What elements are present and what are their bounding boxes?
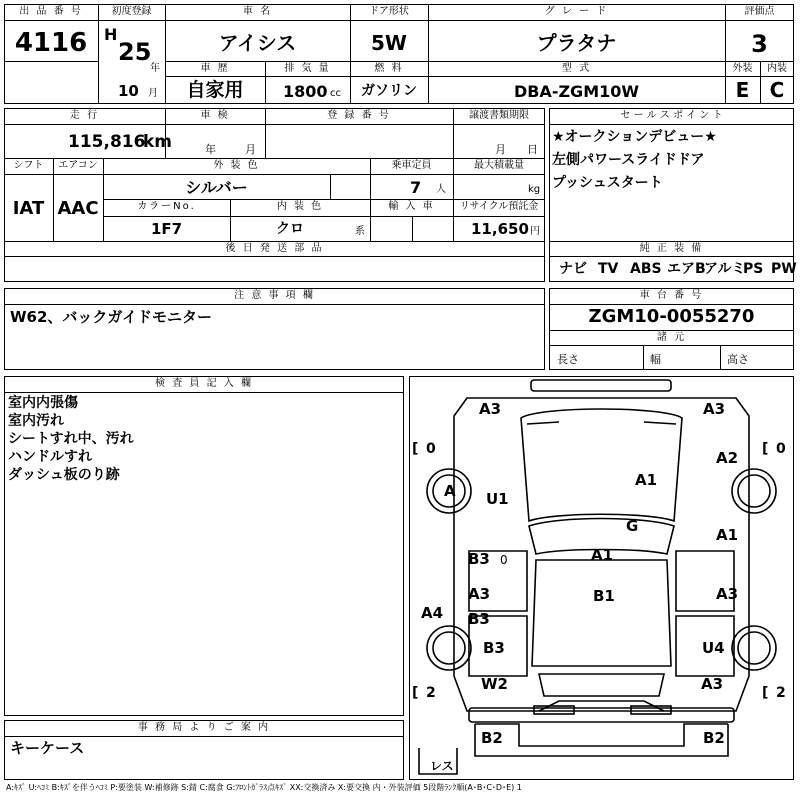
recycle-value: 11,650 [471, 220, 529, 238]
inspector-line-1: 室内内張傷 [8, 395, 78, 411]
legend-text: A:ｷｽﾞ U:ﾍｺﾐ B:ｷｽﾞを伴うﾍｺﾐ P:要塗装 W:補修跡 S:錆 C:腐食 G:ﾌﾛﾝﾄｶﾞﾗｽ点ｷｽﾞ XX:交換済み X:要交換 内・外装評価 5段階ﾗﾝｸ順(A･B･C･D･E) 1 [6, 783, 522, 792]
lot-number: 4116 [14, 28, 88, 58]
equipment-airbag: エアB [667, 261, 706, 277]
grade-value: プラタナ [536, 31, 617, 55]
tire-rr-bracket: [ [762, 685, 769, 701]
inspector-block [4, 376, 404, 716]
first-reg-month-unit: 月 [148, 88, 158, 99]
spec-width-label: 幅 [650, 353, 661, 366]
mark-g-glass: G [626, 517, 639, 535]
displacement-label: 排 気 量 [284, 63, 331, 74]
transfer-day-unit: 日 [527, 143, 538, 156]
displacement-value: 1800 [283, 82, 328, 101]
mark-b3-left: B3 [468, 550, 490, 568]
first-reg-month: 10 [118, 82, 139, 100]
color-no-label: カラーNo. [137, 201, 196, 212]
aircon-value: AAC [57, 198, 99, 219]
shift-value: IAT [12, 198, 45, 219]
transfer-month-unit: 月 [495, 143, 506, 156]
door-label: ドア形状 [369, 6, 409, 17]
transfer-deadline-label: 譲渡書類期限 [469, 110, 529, 121]
reg-number-label: 登 録 番 号 [327, 110, 391, 121]
notes-label: 注 意 事 項 欄 [234, 290, 315, 301]
int-grade-value: C [769, 78, 785, 102]
mileage-unit: km [143, 132, 173, 152]
door-type: 5W [371, 31, 407, 55]
import-label: 輸 入 車 [388, 201, 435, 212]
inspector-line-5: ダッシュ板のり跡 [8, 467, 120, 483]
tire-rl-value: 2 [426, 685, 436, 701]
mark-b3-left-3: B3 [483, 639, 505, 657]
tire-fl-value: 0 [426, 441, 436, 457]
inspection-label: 車 検 [200, 110, 230, 121]
spec-height-label: 高さ [727, 353, 749, 366]
recycle-label: リサイクル預託金 [459, 201, 539, 212]
spare-tire-value: レス [430, 759, 454, 773]
first-registration-label: 初度登録 [111, 6, 152, 17]
score-value: 3 [751, 30, 768, 58]
inspection-year-unit: 年 [205, 143, 216, 156]
history-label: 車 歴 [200, 63, 230, 74]
lot-number-label: 出 品 番 号 [19, 6, 83, 17]
mark-a1-roof: A1 [591, 546, 614, 564]
office-label: 事 務 局 よ り ご 案 内 [137, 722, 271, 733]
mark-a3-front-right: A3 [703, 400, 726, 418]
capacity-value: 7 [410, 178, 422, 197]
score-label: 評価点 [744, 6, 775, 17]
mark-a3-front-left: A3 [479, 400, 502, 418]
mark-a3-left: A3 [468, 585, 491, 603]
tire-fl-bracket: [ [412, 441, 419, 457]
mileage-value: 115,816 [68, 132, 146, 152]
sales-point-2: 左側パワースライドドア [552, 152, 705, 168]
mark-a4: A4 [421, 604, 444, 622]
tire-fr-bracket: [ [762, 441, 769, 457]
first-reg-year: 25 [118, 38, 152, 66]
mark-a1-right: A1 [716, 526, 739, 544]
aircon-label: エアコン [58, 160, 98, 171]
int-color-label: 内 装 色 [276, 201, 324, 212]
spec-length-label: 長さ [557, 353, 579, 366]
chassis-label: 車 台 番 号 [639, 290, 704, 301]
tire-fr-value: 0 [776, 441, 786, 457]
tire-rl-bracket: [ [412, 685, 419, 701]
inspector-line-4: ハンドルすれ [8, 449, 92, 465]
grade-label: グ レ ー ド [544, 6, 609, 17]
color-no-value: 1F7 [150, 220, 183, 238]
capacity-unit: 人 [436, 184, 446, 195]
equipment-abs: ABS [630, 261, 662, 277]
max-load-unit: kg [528, 184, 541, 195]
history-value: 自家用 [186, 79, 244, 101]
first-reg-year-unit: 年 [150, 63, 160, 74]
equipment-label: 純 正 装 備 [639, 243, 704, 254]
mark-b3-left-value: 0 [500, 553, 508, 567]
equipment-ps: PS [743, 261, 764, 277]
later-parts-label: 後 日 発 送 部 品 [225, 243, 324, 254]
equipment-alloy: アルミ [704, 261, 746, 277]
car-name: アイシス [218, 31, 297, 55]
mark-u1: U1 [486, 490, 509, 508]
mark-a3-right: A3 [716, 585, 739, 603]
mark-w2: W2 [481, 675, 508, 693]
mark-a-wheel: A [444, 482, 456, 500]
mark-b3-left-2: B3 [468, 610, 490, 628]
shift-label: シフト [13, 160, 44, 171]
ext-grade-value: E [735, 78, 750, 102]
ext-color-label: 外 装 色 [213, 160, 260, 171]
int-grade-label: 内装 [767, 63, 787, 74]
sales-points-label: セ ー ル ス ポ イ ン ト [620, 110, 723, 121]
mark-a3-rear-right: A3 [701, 675, 724, 693]
ext-color-value: シルバー [185, 178, 248, 197]
int-color-unit: 系 [355, 226, 365, 237]
fuel-value: ガソリン [361, 83, 417, 99]
inspector-line-3: シートすれ中、汚れ [8, 431, 134, 447]
notes-text: W62、バックガイドモニター [10, 308, 212, 326]
mark-u4: U4 [702, 639, 725, 657]
equipment-tv: TV [598, 261, 619, 277]
mark-b1: B1 [593, 587, 615, 605]
specs-label: 諸 元 [656, 332, 687, 343]
car-diagram [409, 376, 794, 780]
inspection-month-unit: 月 [245, 143, 256, 156]
equipment-pw: PW [771, 261, 797, 277]
first-reg-era: H [104, 25, 118, 44]
ext-grade-label: 外装 [732, 63, 753, 74]
model-label: 型 式 [561, 63, 592, 74]
car-name-label: 車 名 [242, 6, 273, 17]
office-text: キーケース [10, 739, 85, 757]
fuel-label: 燃 料 [374, 63, 404, 74]
model-value: DBA-ZGM10W [513, 82, 640, 101]
recycle-unit: 円 [530, 226, 540, 237]
tire-rr-value: 2 [776, 685, 786, 701]
equipment-navi: ナビ [559, 261, 587, 277]
sales-point-3: プッシュスタート [552, 175, 663, 191]
displacement-unit: cc [330, 88, 341, 99]
mark-b2-rear-left: B2 [481, 729, 503, 747]
sales-point-1: ★オークションデビュー★ [552, 129, 717, 145]
mileage-label: 走 行 [69, 110, 100, 121]
mark-a2-front-right: A2 [716, 449, 739, 467]
mark-a1-hood: A1 [635, 471, 658, 489]
inspector-line-2: 室内汚れ [8, 413, 64, 429]
max-load-label: 最大積載量 [474, 160, 524, 171]
inspector-label: 検 査 員 記 入 欄 [155, 378, 253, 389]
mark-b2-rear-right: B2 [703, 729, 725, 747]
int-color-value: クロ [276, 221, 304, 237]
chassis-number: ZGM10-0055270 [588, 306, 755, 327]
capacity-label: 乗車定員 [391, 160, 432, 171]
